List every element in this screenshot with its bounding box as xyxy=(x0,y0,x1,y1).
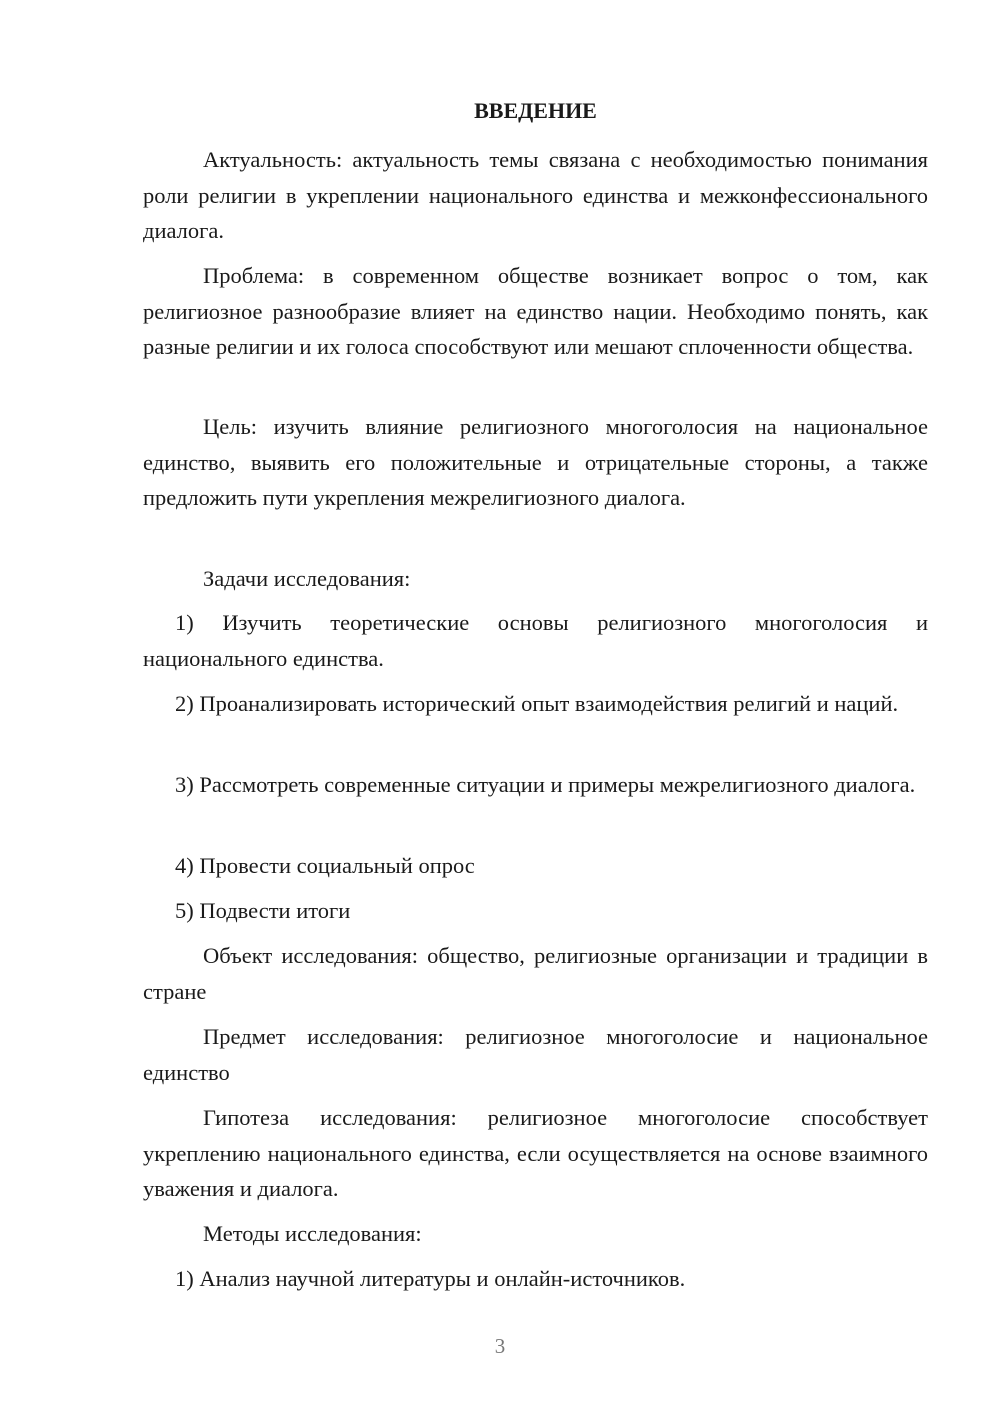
section-title: ВВЕДЕНИЕ xyxy=(474,98,597,123)
hypothesis-paragraph: Гипотеза исследования: религиозное многоголосие способствует укреплению национального единства, если осуществляется на основе взаимного уважения и диалога. xyxy=(143,1105,928,1201)
tasks-heading: Задачи исследования: xyxy=(203,566,411,591)
problem-paragraph: Проблема: в современном обществе возникает вопрос о том, как религиозное разнообразие влияет на единство нации. Необходимо понять, как разные религии и их голоса способствуют или мешают сплоченности общества. xyxy=(143,263,928,359)
task-item: 4) Провести социальный опрос xyxy=(175,853,475,878)
page-number: 3 xyxy=(494,1334,506,1358)
method-item: 1) Анализ научной литературы и онлайн-источников. xyxy=(175,1266,686,1291)
methods-heading: Методы исследования: xyxy=(203,1221,422,1246)
task-item: 3) Рассмотреть современные ситуации и примеры межрелигиозного диалога. xyxy=(175,772,916,797)
task-item: 5) Подвести итоги xyxy=(175,898,351,923)
task-item: 1) Изучить теоретические основы религиозного многоголосия и национального единства. xyxy=(143,610,928,671)
goal-paragraph: Цель: изучить влияние религиозного многоголосия на национальное единство, выявить его положительные и отрицательные стороны, а также предложить пути укрепления межрелигиозного диалога. xyxy=(143,414,928,510)
relevance-paragraph: Актуальность: актуальность темы связана с необходимостью понимания роли религии в укреплении национального единства и межконфессионального диалога. xyxy=(143,147,928,243)
task-item: 2) Проанализировать исторический опыт взаимодействия религий и наций. xyxy=(175,691,899,716)
object-paragraph: Объект исследования: общество, религиозные организации и традиции в стране xyxy=(143,943,928,1004)
subject-paragraph: Предмет исследования: религиозное многоголосие и национальное единство xyxy=(143,1024,928,1085)
